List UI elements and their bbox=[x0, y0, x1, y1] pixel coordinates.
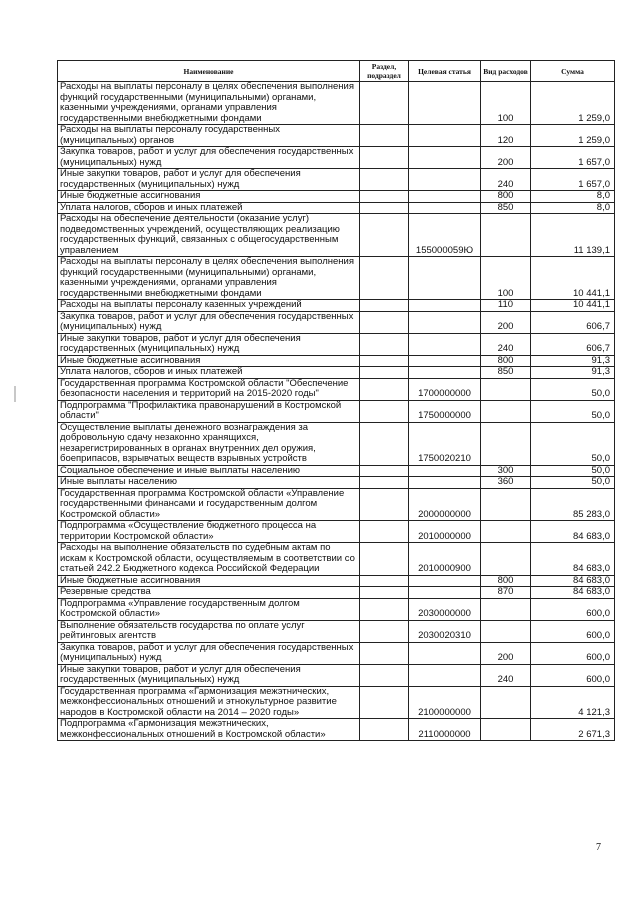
cell-sum: 11 139,1 bbox=[531, 214, 615, 257]
cell-sum: 84 683,0 bbox=[531, 587, 615, 599]
cell-section bbox=[360, 82, 409, 125]
cell-name: Иные закупки товаров, работ и услуг для обеспечения государственных (муниципальных) нужд bbox=[58, 664, 360, 686]
cell-section bbox=[360, 587, 409, 599]
cell-sum: 84 683,0 bbox=[531, 543, 615, 576]
cell-sum: 50,0 bbox=[531, 422, 615, 465]
header-section: Раздел, подраздел bbox=[360, 61, 409, 82]
cell-name: Выполнение обязательств государства по оплате услуг рейтинговых агентств bbox=[58, 620, 360, 642]
cell-target bbox=[409, 191, 481, 203]
cell-section bbox=[360, 620, 409, 642]
table-row bbox=[58, 355, 615, 367]
table-row bbox=[58, 400, 615, 422]
cell-section bbox=[360, 400, 409, 422]
scan-margin-mark bbox=[14, 386, 16, 402]
cell-name: Расходы на выплаты персоналу казенных учреждений bbox=[58, 300, 360, 312]
table-row bbox=[58, 333, 615, 355]
cell-sum: 1 657,0 bbox=[531, 169, 615, 191]
table-row bbox=[58, 719, 615, 741]
cell-name: Подпрограмма "Профилактика правонарушений в Костромской области" bbox=[58, 400, 360, 422]
cell-section bbox=[360, 465, 409, 477]
cell-name: Уплата налогов, сборов и иных платежей bbox=[58, 202, 360, 214]
cell-kind: 870 bbox=[481, 587, 531, 599]
cell-name: Государственная программа «Гармонизация межэтнических, межконфессиональных отношений и этнокультурное развитие народов в Костромской области на 2014 – 2020 годы» bbox=[58, 686, 360, 719]
budget-table bbox=[57, 60, 615, 741]
cell-kind bbox=[481, 214, 531, 257]
cell-section bbox=[360, 333, 409, 355]
table-row bbox=[58, 422, 615, 465]
cell-target bbox=[409, 477, 481, 489]
table-row bbox=[58, 465, 615, 477]
table-row bbox=[58, 311, 615, 333]
cell-sum: 1 259,0 bbox=[531, 125, 615, 147]
cell-kind: 850 bbox=[481, 367, 531, 379]
table-row bbox=[58, 82, 615, 125]
cell-kind: 110 bbox=[481, 300, 531, 312]
cell-sum: 50,0 bbox=[531, 400, 615, 422]
cell-section bbox=[360, 543, 409, 576]
cell-section bbox=[360, 642, 409, 664]
cell-name: Расходы на выплаты персоналу в целях обеспечения выполнения функций государственными (муниципальными) органами, казенными учреждениями, органами управления государственными внебюджетными фондами bbox=[58, 257, 360, 300]
cell-kind: 200 bbox=[481, 147, 531, 169]
table-row bbox=[58, 202, 615, 214]
table-row bbox=[58, 191, 615, 203]
cell-target bbox=[409, 147, 481, 169]
table-row bbox=[58, 214, 615, 257]
cell-sum: 4 121,3 bbox=[531, 686, 615, 719]
cell-target: 155000059Ю bbox=[409, 214, 481, 257]
cell-name: Закупка товаров, работ и услуг для обеспечения государственных (муниципальных) нужд bbox=[58, 642, 360, 664]
cell-section bbox=[360, 191, 409, 203]
cell-target bbox=[409, 202, 481, 214]
cell-target bbox=[409, 333, 481, 355]
table-row bbox=[58, 488, 615, 521]
cell-name: Социальное обеспечение и иные выплаты населению bbox=[58, 465, 360, 477]
table-row bbox=[58, 620, 615, 642]
cell-sum: 2 671,3 bbox=[531, 719, 615, 741]
cell-section bbox=[360, 169, 409, 191]
cell-name: Иные выплаты населению bbox=[58, 477, 360, 489]
cell-name: Иные закупки товаров, работ и услуг для обеспечения государственных (муниципальных) нужд bbox=[58, 333, 360, 355]
cell-target bbox=[409, 367, 481, 379]
cell-section bbox=[360, 719, 409, 741]
cell-target bbox=[409, 664, 481, 686]
cell-section bbox=[360, 147, 409, 169]
cell-target: 2100000000 bbox=[409, 686, 481, 719]
cell-kind bbox=[481, 422, 531, 465]
cell-name: Иные бюджетные ассигнования bbox=[58, 355, 360, 367]
cell-target bbox=[409, 169, 481, 191]
cell-kind: 200 bbox=[481, 642, 531, 664]
cell-name: Расходы на выплаты персоналу в целях обеспечения выполнения функций государственными (муниципальными) органами, казенными учреждениями, органами управления государственными внебюджетными фондами bbox=[58, 82, 360, 125]
cell-section bbox=[360, 202, 409, 214]
table-row bbox=[58, 664, 615, 686]
cell-name: Государственная программа Костромской области "Обеспечение безопасности населения и территорий на 2015-2020 годы" bbox=[58, 378, 360, 400]
cell-sum: 10 441,1 bbox=[531, 257, 615, 300]
cell-name: Расходы на обеспечение деятельности (оказание услуг) подведомственных учреждений, осуществляющих реализацию государственных функций, связанных с общегосударственным управлением bbox=[58, 214, 360, 257]
cell-target: 2110000000 bbox=[409, 719, 481, 741]
cell-section bbox=[360, 214, 409, 257]
header-target: Целевая статья bbox=[409, 61, 481, 82]
cell-target: 2000000000 bbox=[409, 488, 481, 521]
cell-target: 2010000000 bbox=[409, 521, 481, 543]
cell-kind: 100 bbox=[481, 257, 531, 300]
cell-name: Закупка товаров, работ и услуг для обеспечения государственных (муниципальных) нужд bbox=[58, 311, 360, 333]
cell-kind bbox=[481, 719, 531, 741]
cell-kind bbox=[481, 686, 531, 719]
cell-name: Иные бюджетные ассигнования bbox=[58, 575, 360, 587]
cell-kind bbox=[481, 521, 531, 543]
table-header-row bbox=[58, 61, 615, 82]
cell-section bbox=[360, 521, 409, 543]
cell-target: 2030020310 bbox=[409, 620, 481, 642]
header-sum: Сумма bbox=[531, 61, 615, 82]
cell-sum: 600,0 bbox=[531, 598, 615, 620]
table-row bbox=[58, 543, 615, 576]
cell-section bbox=[360, 355, 409, 367]
cell-kind bbox=[481, 488, 531, 521]
cell-section bbox=[360, 477, 409, 489]
cell-name: Расходы на выполнение обязательств по судебным актам по искам к Костромской области, осуществляемым в соответствии со статьей 242.2 Бюджетного кодекса Российской Федерации bbox=[58, 543, 360, 576]
cell-kind: 240 bbox=[481, 333, 531, 355]
cell-kind: 800 bbox=[481, 191, 531, 203]
header-name: Наименование bbox=[58, 61, 360, 82]
cell-sum: 606,7 bbox=[531, 333, 615, 355]
cell-name: Иные закупки товаров, работ и услуг для обеспечения государственных (муниципальных) нужд bbox=[58, 169, 360, 191]
cell-name: Расходы на выплаты персоналу государственных (муниципальных) органов bbox=[58, 125, 360, 147]
cell-section bbox=[360, 125, 409, 147]
cell-section bbox=[360, 575, 409, 587]
page-number: 7 bbox=[596, 842, 601, 853]
cell-name: Подпрограмма «Гармонизация межэтнических, межконфессиональных отношений в Костромской области» bbox=[58, 719, 360, 741]
cell-target: 2010000900 bbox=[409, 543, 481, 576]
cell-section bbox=[360, 598, 409, 620]
cell-sum: 8,0 bbox=[531, 191, 615, 203]
header-kind: Вид расходов bbox=[481, 61, 531, 82]
cell-section bbox=[360, 378, 409, 400]
cell-section bbox=[360, 257, 409, 300]
cell-name: Уплата налогов, сборов и иных платежей bbox=[58, 367, 360, 379]
cell-kind: 800 bbox=[481, 355, 531, 367]
cell-name: Резервные средства bbox=[58, 587, 360, 599]
cell-sum: 1 657,0 bbox=[531, 147, 615, 169]
cell-kind: 850 bbox=[481, 202, 531, 214]
cell-sum: 606,7 bbox=[531, 311, 615, 333]
cell-name: Государственная программа Костромской области «Управление государственными финансами и государственным долгом Костромской области» bbox=[58, 488, 360, 521]
cell-section bbox=[360, 300, 409, 312]
cell-target bbox=[409, 575, 481, 587]
cell-section bbox=[360, 367, 409, 379]
table-row bbox=[58, 642, 615, 664]
cell-target bbox=[409, 300, 481, 312]
table-row bbox=[58, 521, 615, 543]
cell-target: 1750020210 bbox=[409, 422, 481, 465]
cell-kind: 100 bbox=[481, 82, 531, 125]
table-row bbox=[58, 378, 615, 400]
table-row bbox=[58, 169, 615, 191]
cell-target bbox=[409, 642, 481, 664]
table-row bbox=[58, 367, 615, 379]
cell-target bbox=[409, 355, 481, 367]
cell-name: Иные бюджетные ассигнования bbox=[58, 191, 360, 203]
table-row bbox=[58, 257, 615, 300]
cell-kind: 200 bbox=[481, 311, 531, 333]
cell-sum: 8,0 bbox=[531, 202, 615, 214]
table-row bbox=[58, 477, 615, 489]
table-row bbox=[58, 147, 615, 169]
cell-section bbox=[360, 664, 409, 686]
cell-kind: 300 bbox=[481, 465, 531, 477]
cell-sum: 84 683,0 bbox=[531, 575, 615, 587]
cell-kind: 120 bbox=[481, 125, 531, 147]
table-row bbox=[58, 587, 615, 599]
cell-kind: 240 bbox=[481, 169, 531, 191]
cell-sum: 85 283,0 bbox=[531, 488, 615, 521]
cell-target: 1700000000 bbox=[409, 378, 481, 400]
cell-sum: 600,0 bbox=[531, 642, 615, 664]
cell-section bbox=[360, 686, 409, 719]
cell-name: Осуществление выплаты денежного вознаграждения за добровольную сдачу незаконно хранящихся, незарегистрированных в органах внутренних дел оружия, боеприпасов, взрывчатых веществ взрывных устройств bbox=[58, 422, 360, 465]
cell-sum: 50,0 bbox=[531, 465, 615, 477]
table-row bbox=[58, 125, 615, 147]
cell-sum: 50,0 bbox=[531, 378, 615, 400]
cell-section bbox=[360, 488, 409, 521]
cell-target bbox=[409, 311, 481, 333]
cell-kind: 800 bbox=[481, 575, 531, 587]
cell-sum: 600,0 bbox=[531, 664, 615, 686]
table-row bbox=[58, 686, 615, 719]
cell-target bbox=[409, 82, 481, 125]
cell-sum: 91,3 bbox=[531, 355, 615, 367]
cell-kind bbox=[481, 400, 531, 422]
cell-kind: 360 bbox=[481, 477, 531, 489]
cell-target bbox=[409, 465, 481, 477]
cell-name: Подпрограмма «Осуществление бюджетного процесса на территории Костромской области» bbox=[58, 521, 360, 543]
cell-sum: 600,0 bbox=[531, 620, 615, 642]
cell-kind bbox=[481, 543, 531, 576]
cell-sum: 84 683,0 bbox=[531, 521, 615, 543]
cell-name: Закупка товаров, работ и услуг для обеспечения государственных (муниципальных) нужд bbox=[58, 147, 360, 169]
cell-section bbox=[360, 422, 409, 465]
cell-section bbox=[360, 311, 409, 333]
table-row bbox=[58, 598, 615, 620]
cell-kind bbox=[481, 620, 531, 642]
table-body bbox=[58, 82, 615, 741]
cell-target bbox=[409, 125, 481, 147]
table-row bbox=[58, 575, 615, 587]
cell-target: 1750000000 bbox=[409, 400, 481, 422]
cell-sum: 50,0 bbox=[531, 477, 615, 489]
cell-target: 2030000000 bbox=[409, 598, 481, 620]
cell-kind bbox=[481, 598, 531, 620]
cell-target bbox=[409, 257, 481, 300]
cell-sum: 91,3 bbox=[531, 367, 615, 379]
cell-sum: 10 441,1 bbox=[531, 300, 615, 312]
cell-sum: 1 259,0 bbox=[531, 82, 615, 125]
cell-target bbox=[409, 587, 481, 599]
cell-kind: 240 bbox=[481, 664, 531, 686]
cell-kind bbox=[481, 378, 531, 400]
cell-name: Подпрограмма «Управление государственным долгом Костромской области» bbox=[58, 598, 360, 620]
table-row bbox=[58, 300, 615, 312]
